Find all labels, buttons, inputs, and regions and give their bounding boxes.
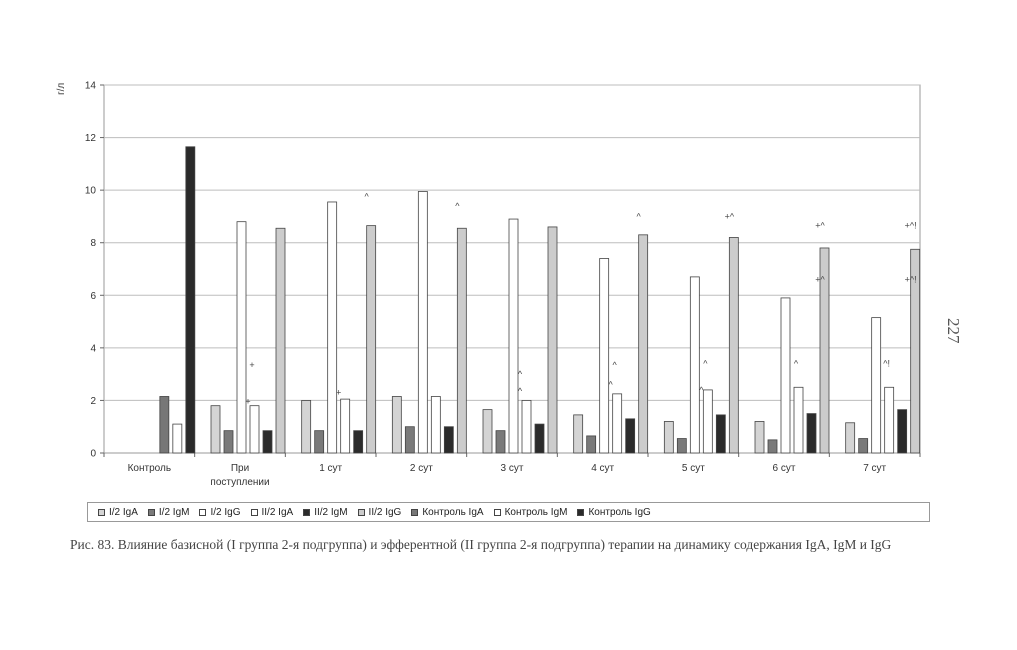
legend-swatch [199,509,206,516]
bar-контроль-igg-0 [186,147,195,453]
significance-mark: ^ [636,211,641,222]
bar-ii-2-igm-4 [535,424,544,453]
significance-mark: + [249,359,255,370]
bar-ii-2-iga-5 [613,394,622,453]
bar-i-2-igg-6 [690,277,699,453]
x-tick-label: При [230,463,250,474]
bar-i-2-igg-4 [509,219,518,453]
significance-mark: ^ [703,358,708,369]
bar-контроль-igm-0 [173,424,182,453]
legend-swatch [577,509,584,516]
bar-i-2-igm-8 [859,439,868,453]
x-tick-label: 1 сут [319,463,343,474]
legend-label: II/2 IgM [314,506,348,518]
bar-i-2-igg-1 [237,222,246,453]
legend-label: I/2 IgA [109,506,138,518]
x-tick-label: 7 сут [863,463,887,474]
x-tick-label: 6 сут [772,463,796,474]
x-tick-label: 4 сут [591,463,615,474]
bar-i-2-igm-4 [496,431,505,453]
bar-ii-2-iga-4 [522,400,531,453]
legend-swatch [358,509,365,516]
legend-label: Контроль IgM [504,506,568,518]
bar-i-2-iga-3 [392,396,401,453]
legend-item [251,507,294,518]
bar-ii-2-igg-2 [367,226,376,453]
y-axis-label: г/л [56,82,67,95]
significance-mark: + [245,396,251,407]
bar-ii-2-igg-4 [548,227,557,453]
x-tick-label: Контроль [127,463,172,474]
bar-ii-2-iga-3 [431,396,440,453]
bar-i-2-iga-5 [574,415,583,453]
chart-legend [87,502,930,522]
bar-ii-2-igm-8 [898,410,907,453]
significance-mark: ^ [608,379,613,390]
legend-item [577,507,650,518]
bar-i-2-iga-8 [846,423,855,453]
legend-item [494,507,568,518]
x-tick-label: 5 сут [681,463,705,474]
bar-ii-2-igm-5 [626,419,635,453]
bar-i-2-iga-7 [755,421,764,453]
figure-caption: Рис. 83. Влияние базисной (I группа 2-я подгруппа) и эфферентной (II группа 2-я подгруппа) терапии на динамику содержания IgA, IgM и IgG [70,537,892,552]
bar-ii-2-igg-5 [639,235,648,453]
legend-item [411,507,483,518]
bar-контроль-iga-0 [160,396,169,453]
x-tick-label: 3 сут [500,463,524,474]
y-tick-label: 10 [84,185,96,197]
bar-ii-2-iga-1 [250,406,259,453]
bar-i-2-igm-3 [405,427,414,453]
bar-i-2-iga-1 [211,406,220,453]
bar-ii-2-iga-6 [703,390,712,453]
legend-label: II/2 IgG [368,506,402,518]
bar-ii-2-igm-2 [354,431,363,453]
y-tick-label: 14 [84,80,96,92]
bar-i-2-iga-4 [483,410,492,453]
bar-ii-2-igm-3 [444,427,453,453]
bar-i-2-igm-6 [677,439,686,453]
bar-i-2-igg-3 [418,191,427,453]
page-number: 227 [944,318,963,344]
legend-label: II/2 IgA [261,506,294,518]
bar-i-2-igg-8 [872,318,881,453]
y-tick-label: 8 [90,238,96,250]
y-tick-label: 6 [90,290,96,302]
bar-i-2-igm-2 [315,431,324,453]
bar-ii-2-iga-7 [794,387,803,453]
bar-i-2-igm-7 [768,440,777,453]
legend-item [148,507,190,518]
legend-label: Контроль IgG [588,506,651,518]
legend-item [199,507,240,518]
legend-label: Контроль IgA [422,506,484,518]
significance-mark: ^ [699,384,704,395]
y-tick-label: 2 [90,395,96,407]
bar-ii-2-igm-6 [716,415,725,453]
x-tick-label: 2 сут [409,463,433,474]
legend-item [98,507,138,518]
legend-label: I/2 IgM [158,506,190,518]
legend-label: I/2 IgG [210,506,241,518]
legend-swatch [148,509,155,516]
significance-mark: +^! [904,274,917,285]
legend-item [303,507,347,518]
bar-ii-2-igm-1 [263,431,272,453]
significance-mark: ^ [455,200,460,211]
bar-i-2-iga-6 [664,421,673,453]
y-tick-label: 4 [90,343,96,355]
significance-mark: +^ [815,274,825,285]
legend-swatch [411,509,418,516]
legend-swatch [494,509,501,516]
bar-i-2-igg-5 [600,258,609,453]
significance-mark: ^ [364,191,369,202]
bar-i-2-iga-2 [302,400,311,453]
legend-item [358,507,402,518]
significance-mark: + [336,387,342,398]
significance-mark: ^ [793,358,799,369]
significance-mark: +^ [815,220,825,231]
bar-ii-2-igg-6 [729,237,738,453]
y-tick-label: 12 [84,133,96,145]
bar-ii-2-iga-8 [885,387,894,453]
significance-mark: ^! [883,358,891,369]
bar-i-2-igg-2 [328,202,337,453]
y-tick-label: 0 [90,448,96,460]
bar-i-2-igg-7 [781,298,790,453]
x-tick-label: поступлении [210,477,270,488]
legend-swatch [98,509,105,516]
bar-i-2-igm-1 [224,431,233,453]
significance-mark: +^! [904,220,917,231]
legend-swatch [251,509,258,516]
significance-mark: ^ [517,369,523,380]
legend-swatch [303,509,310,516]
bar-i-2-igm-5 [587,436,596,453]
significance-mark: ^ [517,386,523,397]
bar-ii-2-igg-1 [276,228,285,453]
significance-mark: ^ [612,359,617,370]
bar-ii-2-iga-2 [341,399,350,453]
bar-ii-2-igm-7 [807,414,816,453]
bar-ii-2-igg-3 [457,228,466,453]
significance-mark: +^ [724,211,735,222]
